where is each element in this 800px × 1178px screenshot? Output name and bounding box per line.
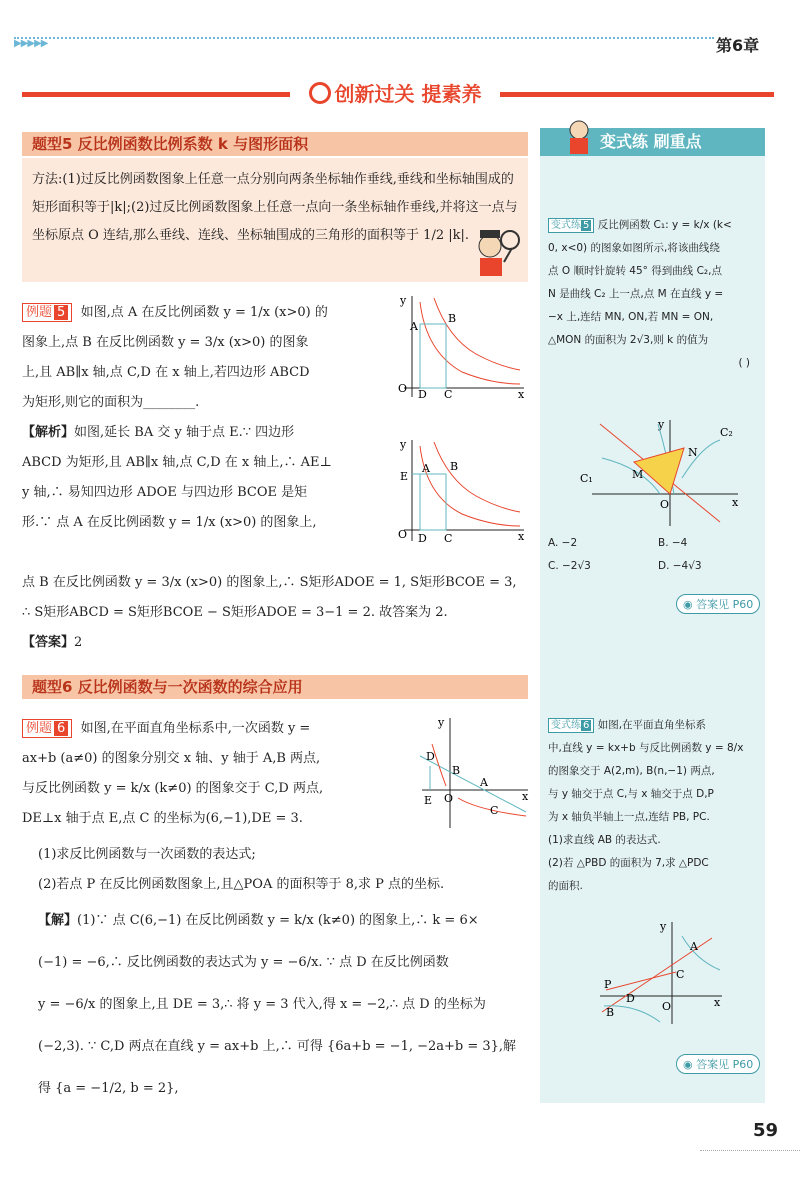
footer-dotted-line: [700, 1150, 800, 1151]
ex5-jiexi6: ∴ S矩形ABCD = S矩形BCOE − S矩形ADOE = 3−1 = 2. 故答案为 2.: [22, 605, 448, 620]
answer-link-bs5[interactable]: ◉ 答案见 P60: [676, 594, 760, 614]
option-a[interactable]: A. −2: [548, 537, 578, 549]
bs5-line6: △MON 的面积为 2√3,则 k 的值为: [548, 334, 709, 346]
bs6-graph: [596, 920, 726, 1026]
bs5-line4: N 是曲线 C₂ 上一点,点 M 在直线 y =: [548, 288, 724, 300]
ex5-solution-cont: [22, 568, 532, 658]
bs5-graph: [572, 418, 742, 528]
svg-text:y: y: [660, 920, 667, 933]
svg-text:A: A: [690, 940, 698, 953]
svg-text:D: D: [626, 992, 635, 1005]
svg-text:N: N: [688, 446, 698, 459]
ex6-sol1: 【解】(1)∵ 点 C(6,−1) 在反比例函数 y = k/x (k≠0) 的图象上,∴ k = 6×: [38, 913, 479, 928]
svg-text:y: y: [658, 418, 665, 431]
ex6-problem: [22, 714, 418, 834]
bs5-line3: 点 O 顺时针旋转 45° 得到曲线 C₂,点: [548, 265, 722, 277]
page-number: 59: [752, 1120, 778, 1141]
banner-line-left: [22, 92, 292, 97]
ex5-jiexi1: 【解析】如图,延长 BA 交 y 轴于点 E.∵ 四边形: [22, 425, 295, 440]
bs5-text: [548, 214, 760, 375]
svg-text:D: D: [426, 750, 435, 763]
ex6-sol3: y = −6/x 的图象上,且 DE = 3,∴ 将 y = 3 代入,得 x = −2,∴ 点 D 的坐标为: [38, 997, 486, 1012]
mascot-illustration: [468, 226, 524, 282]
ex6-line1: 例题 6 如图,在平面直角坐标系中,一次函数 y =: [22, 714, 418, 744]
ex6-line4: DE⊥x 轴于点 E,点 C 的坐标为(6,−1),DE = 3.: [22, 811, 303, 826]
banner-logo-icon: [309, 82, 331, 104]
arrow-decoration: ▶▶▶▶▶: [14, 38, 48, 49]
bs6-line8: 的面积.: [548, 880, 583, 892]
top-dotted-line: [14, 37, 714, 39]
ex5-line2: 图象上,点 B 在反比例函数 y = 3/x (x>0) 的图象: [22, 335, 309, 350]
svg-text:E: E: [400, 470, 409, 483]
svg-text:C₂: C₂: [720, 426, 733, 439]
bs6-line2: 中,直线 y = kx+b 与反比例函数 y = 8/x: [548, 742, 744, 754]
svg-text:C: C: [676, 968, 685, 981]
ex5-jiexi3: y 轴,∴ 易知四边形 ADOE 与四边形 BCOE 是矩: [22, 485, 308, 500]
svg-text:B: B: [606, 1006, 615, 1019]
bs5-line1: 变式练 5 反比例函数 C₁: y = k/x (k<: [548, 214, 760, 237]
ex5-jiexi2: ABCD 为矩形,且 AB∥x 轴,点 C,D 在 x 轴上,∴ AE⊥: [22, 455, 332, 470]
svg-text:M: M: [632, 468, 644, 481]
bs5-options: [548, 532, 758, 578]
svg-text:O: O: [398, 382, 408, 395]
banner-title: 创新过关 提素养: [334, 82, 482, 106]
chapter-label: 第6章: [716, 36, 760, 55]
ex5-tag: 例题 5: [22, 303, 72, 322]
svg-text:x: x: [518, 388, 525, 401]
svg-text:B: B: [448, 312, 457, 325]
svg-text:O: O: [662, 1000, 672, 1013]
type5-title: 题型5 反比例函数比例系数 k 与图形面积: [22, 132, 528, 156]
bs5-answer-paren: ( ): [738, 357, 750, 369]
svg-text:y: y: [400, 294, 407, 307]
ex6-questions: [38, 840, 528, 900]
ex6-tag: 例题 6: [22, 719, 72, 738]
bs6-text: [548, 714, 760, 898]
svg-text:A: A: [410, 320, 418, 333]
svg-text:D: D: [418, 532, 427, 545]
answer-link-bs6[interactable]: ◉ 答案见 P60: [676, 1054, 760, 1074]
bs6-line7: (2)若 △PBD 的面积为 7,求 △PDC: [548, 857, 709, 869]
bs6-line3: 的图象交于 A(2,m), B(n,−1) 两点,: [548, 765, 715, 777]
svg-text:A: A: [480, 776, 488, 789]
svg-text:A: A: [422, 462, 430, 475]
ex5-graph-2: [392, 436, 528, 548]
ex5-graph-1: [392, 292, 528, 402]
ex6-graph: [418, 714, 532, 832]
option-d[interactable]: D. −4√3: [658, 560, 702, 572]
ex6-line6: (2)若点 P 在反比例函数图象上,且△POA 的面积等于 8,求 P 点的坐标.: [38, 877, 445, 892]
ex6-solution: [38, 900, 528, 1110]
bs5-line5: −x 上,连结 MN, ON,若 MN = ON,: [548, 311, 714, 323]
right-mascot-icon: [562, 118, 596, 156]
ex6-line3: 与反比例函数 y = k/x (k≠0) 的图象交于 C,D 两点,: [22, 781, 324, 796]
type6-title: 题型6 反比例函数与一次函数的综合应用: [22, 675, 528, 699]
bs5-tag: 变式练 5: [548, 218, 594, 233]
bs6-line6: (1)求直线 AB 的表达式.: [548, 834, 661, 846]
bs6-line5: 为 x 轴负半轴上一点,连结 PB, PC.: [548, 811, 710, 823]
bs5-options-row1: [548, 532, 758, 555]
ex6-sol2: (−1) = −6,∴ 反比例函数的表达式为 y = −6/x. ∵ 点 D 在反比例函数: [38, 955, 449, 970]
svg-text:O: O: [660, 498, 670, 511]
bs6-line4: 与 y 轴交于点 C,与 x 轴交于点 D,P: [548, 788, 714, 800]
method-text: 方法:(1)过反比例函数图象上任意一点分别向两条坐标轴作垂线,垂线和坐标轴围成的矩形面积等于|k|;(2)过反比例函数图象上任意一点向一条坐标轴作垂线,并将这一点与坐标原点 O 连结,那么垂线、连线、坐标轴围成的三角形的面积等于 1/2 |k|.: [32, 172, 518, 243]
bs6-tag: 变式练 6: [548, 718, 594, 733]
right-panel-title: 变式练 刷重点: [540, 128, 765, 156]
svg-text:y: y: [438, 716, 445, 729]
svg-text:y: y: [400, 438, 407, 451]
banner-line-right: [498, 92, 774, 97]
bs6-line1: 变式练 6 如图,在平面直角坐标系: [548, 714, 760, 737]
svg-text:O: O: [398, 528, 408, 541]
ex5-answer: 【答案】2: [22, 635, 83, 650]
svg-text:x: x: [522, 790, 529, 803]
svg-text:O: O: [444, 792, 454, 805]
svg-text:B: B: [452, 764, 461, 777]
svg-text:C: C: [444, 532, 453, 545]
ex5-line4: 为矩形,则它的面积为________.: [22, 395, 200, 410]
ex5-line1: 例题 5 如图,点 A 在反比例函数 y = 1/x (x>0) 的: [22, 298, 392, 328]
svg-text:E: E: [424, 794, 433, 807]
ex6-line5: (1)求反比例函数与一次函数的表达式;: [38, 847, 256, 862]
option-b[interactable]: B. −4: [658, 537, 688, 549]
section-banner: [290, 78, 500, 110]
ex6-sol4: (−2,3). ∵ C,D 两点在直线 y = ax+b 上,∴ 可得 {6a+b = −1, −2a+b = 3},解得 {a = −1/2, b = 2},: [38, 1039, 517, 1096]
svg-text:C: C: [444, 388, 453, 401]
bs5-options-row2: [548, 555, 758, 578]
svg-text:D: D: [418, 388, 427, 401]
type5-method: [22, 158, 528, 282]
svg-text:C₁: C₁: [580, 472, 593, 485]
option-c[interactable]: C. −2√3: [548, 560, 591, 572]
ex5-jiexi5: 点 B 在反比例函数 y = 3/x (x>0) 的图象上,∴ S矩形ADOE = 1, S矩形BCOE = 3,: [22, 575, 517, 590]
svg-text:P: P: [604, 978, 612, 991]
ex5-problem: [22, 298, 392, 538]
ex5-line3: 上,且 AB∥x 轴,点 C,D 在 x 轴上,若四边形 ABCD: [22, 365, 310, 380]
svg-text:B: B: [450, 460, 459, 473]
svg-text:x: x: [732, 496, 739, 509]
ex5-jiexi4: 形.∵ 点 A 在反比例函数 y = 1/x (x>0) 的图象上,: [22, 515, 317, 530]
svg-text:x: x: [518, 530, 525, 543]
svg-text:C: C: [490, 804, 499, 817]
bs5-line2: 0, x<0) 的图象如图所示,将该曲线绕: [548, 242, 720, 254]
ex6-line2: ax+b (a≠0) 的图象分别交 x 轴、y 轴于 A,B 两点,: [22, 751, 321, 766]
svg-text:x: x: [714, 996, 721, 1009]
